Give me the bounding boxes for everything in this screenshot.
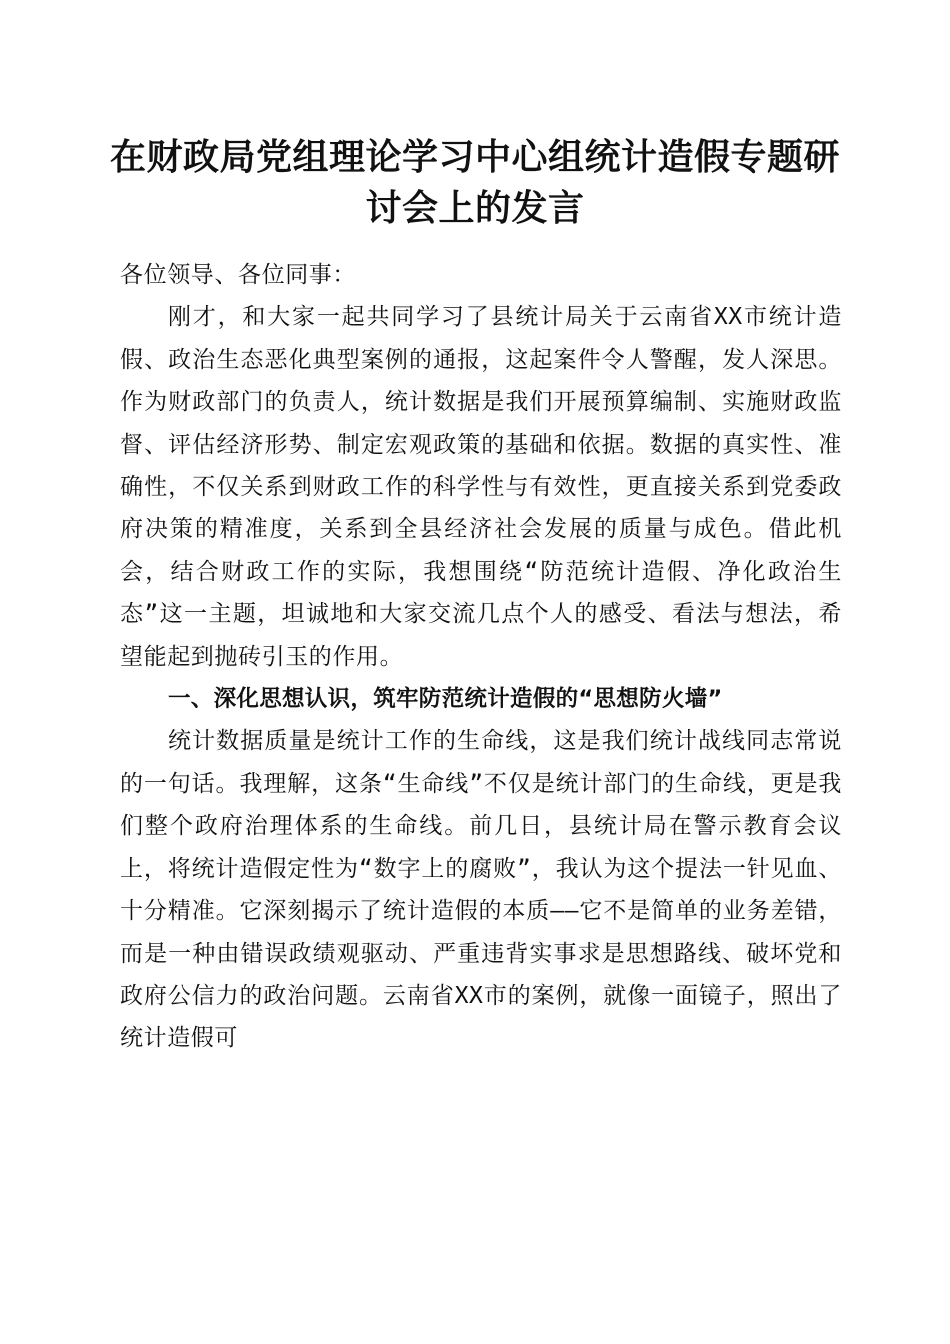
title-line-2: 讨会上的发言 (365, 187, 585, 229)
title-line-1: 在财政局党组理论学习中心组统计造假专题研 (109, 136, 840, 178)
paragraph-intro: 刚才，和大家一起共同学习了县统计局关于云南省XX市统计造假、政治生态恶化典型案例的通报，这起案件令人警醒，发人深思。作为财政部门的负责人，统计数据是我们开展预算编制、实施财政监督、评估经济形势、制定宏观政策的基础和依据。数据的真实性、准确性，不仅关系到财政工作的科学性与有效性，更直接关系到党委政府决策的精准度，关系到全县经济社会发展的质量与成色。借此机会，结合财政工作的实际，我想围绕“防范统计造假、净化政治生态”这一主题，坦诚地和大家交流几点个人的感受、看法与想法，希望能起到抛砖引玉的作用。 (120, 304, 842, 670)
document-body (120, 254, 842, 1060)
section-heading-1: 一、深化思想认识，筑牢防范统计造假的“思想防火墙” (168, 686, 723, 713)
salutation: 各位领导、各位同事： (120, 262, 356, 288)
document-title (100, 132, 850, 234)
paragraph-section-1: 统计数据质量是统计工作的生命线，这是我们统计战线同志常说的一句话。我理解，这条“生命线”不仅是统计部门的生命线，更是我们整个政府治理体系的生命线。前几日，县统计局在警示教育会议上，将统计造假定性为“数字上的腐败”，我认为这个提法一针见血、十分精准。它深刻揭示了统计造假的本质——它不是简单的业务差错，而是一种由错误政绩观驱动、严重违背实事求是思想路线、破坏党和政府公信力的政治问题。云南省XX市的案例，就像一面镜子，照出了统计造假可 (120, 728, 842, 1052)
